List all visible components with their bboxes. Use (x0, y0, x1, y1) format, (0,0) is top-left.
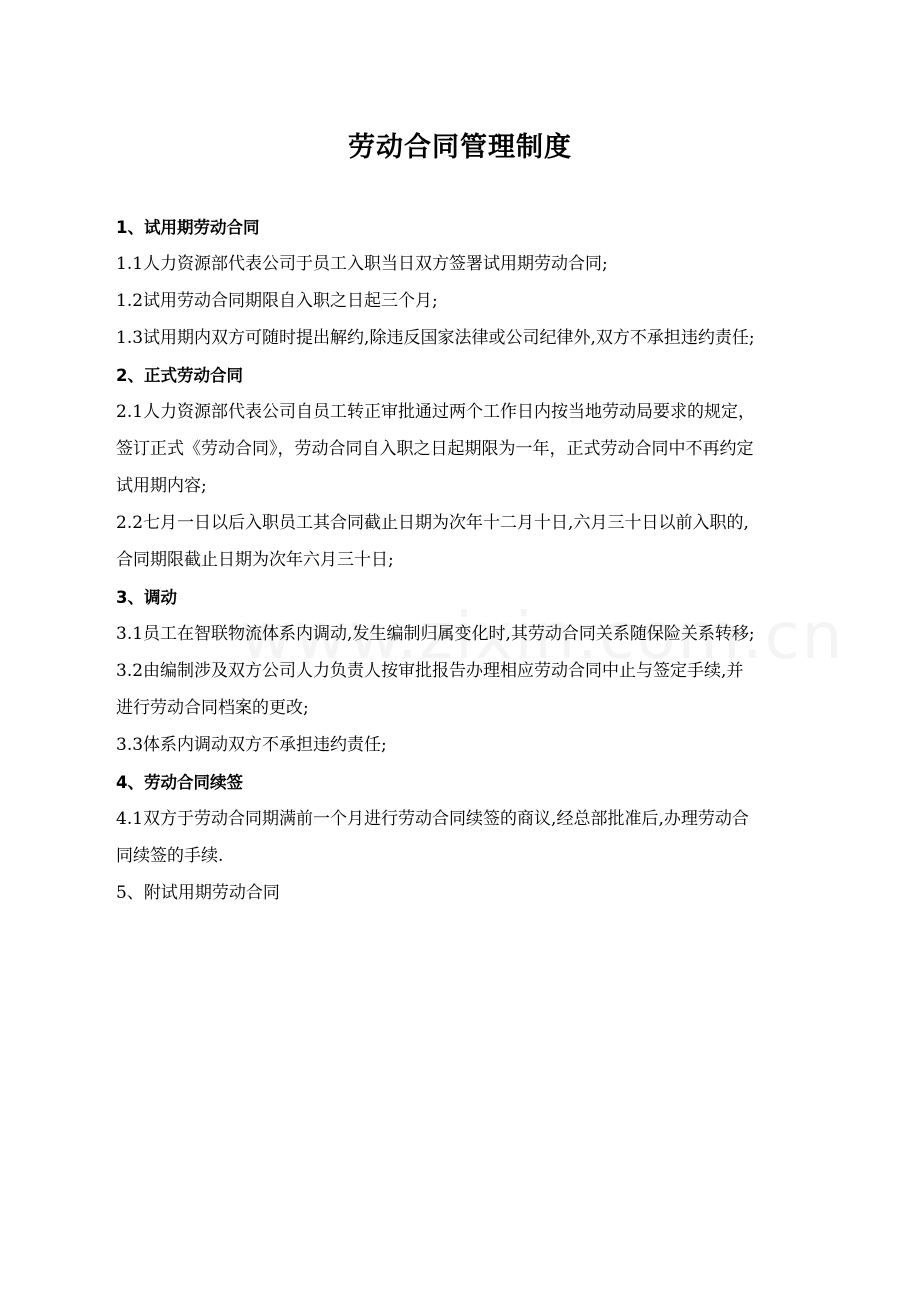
paragraph-line: 2.2七月一日以后入职员工其合同截止日期为次年十二月十日,六月三十日以前入职的, (116, 513, 749, 533)
paragraph-line: 4.1双方于劳动合同期满前一个月进行劳动合同续签的商议,经总部批准后,办理劳动合 (116, 809, 749, 829)
paragraph-line: 进行劳动合同档案的更改; (116, 698, 309, 718)
document-body (116, 209, 816, 912)
paragraph-line: 2.1人力资源部代表公司自员工转正审批通过两个工作日内按当地劳动局要求的规定， (116, 402, 756, 422)
paragraph-line: 同续签的手续. (116, 846, 224, 866)
section-item-5: 5、附试用期劳动合同 (116, 883, 280, 903)
paragraph-line: 合同期限截止日期为次年六月三十日; (116, 550, 394, 570)
paragraph-line: 3.2由编制涉及双方公司人力负责人按审批报告办理相应劳动合同中止与签定手续,并 (116, 661, 744, 681)
paragraph-line: 1.3试用期内双方可随时提出解约,除违反国家法律或公司纪律外,双方不承担违约责任; (116, 328, 755, 348)
paragraph-line: 签订正式《劳动合同》，劳动合同自入职之日起期限为一年，正式劳动合同中不再约定 (116, 439, 754, 459)
paragraph-line: 1.2试用劳动合同期限自入职之日起三个月; (116, 291, 438, 311)
section-heading-1: 1、试用期劳动合同 (116, 218, 260, 237)
section-heading-2: 2、正式劳动合同 (116, 366, 243, 385)
paragraph-line: 3.1员工在智联物流体系内调动,发生编制归属变化时,其劳动合同关系随保险关系转移; (116, 624, 755, 644)
paragraph-line: 3.3体系内调动双方不承担违约责任; (116, 735, 387, 755)
paragraph-line: 试用期内容; (116, 476, 207, 496)
paragraph-line: 1.1人力资源部代表公司于员工入职当日双方签署试用期劳动合同; (116, 254, 608, 274)
section-heading-3: 3、调动 (116, 588, 177, 607)
document-title: 劳动合同管理制度 (348, 132, 572, 163)
section-heading-4: 4、劳动合同续签 (116, 773, 243, 792)
